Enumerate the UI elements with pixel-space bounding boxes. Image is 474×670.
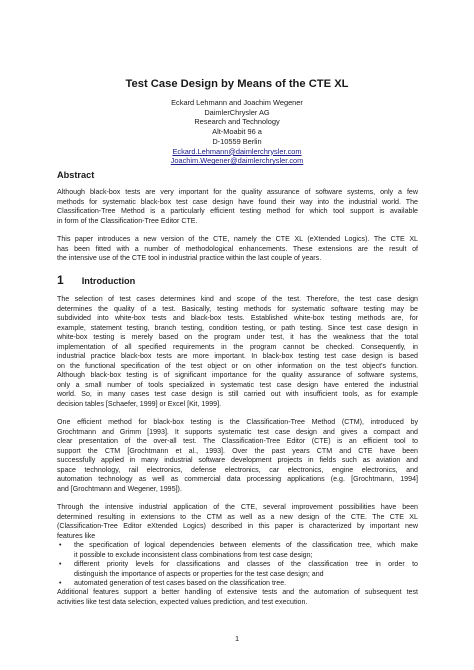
- text-line: distinguish the importance of aspects or properties for the test case design; and: [74, 569, 324, 578]
- text-line: Grochtmann and Grimm [1993]. It supports systematic test case design and gives a compact and: [57, 427, 418, 436]
- text-line: The selection of test cases determines kind and scope of the test. Therefore, the test case design: [57, 295, 418, 303]
- city-address: D-10559 Berlin: [212, 136, 262, 146]
- text-line: it possible to exclude inconsistent class combinations from test case design;: [74, 550, 313, 559]
- author-names: Eckard Lehmann and Joachim Wegener: [171, 98, 303, 107]
- text-line: automation technology as well as commercial data processing applications (e.g. [Grochtmann, 1994]: [57, 475, 418, 483]
- affiliation: DaimlerChrysler AG: [204, 107, 270, 117]
- text-line: different priority levels for classifications and classes of the classification tree in order to: [74, 560, 418, 568]
- text-line: support the CTM [Grochtmann et al., 1993]. Over the past years CTM and CTE have been: [57, 446, 418, 455]
- email-link-wegener[interactable]: Joachim.Wegener@daimlerchrysler.com: [170, 156, 304, 166]
- abstract-paragraph-1: [57, 188, 418, 226]
- department: Research and Technology: [194, 117, 280, 127]
- text-line: only a small number of tools specialized in systematic test case design have entered the industrial: [57, 380, 418, 389]
- text-line: Although black-box testing is of significant importance for the quality assurance of software systems,: [57, 371, 418, 379]
- text-line: implementation of all specified requirements in the program cannot be checked. Consequently, in: [57, 342, 418, 351]
- text-line: Classification-Tree Method is a particularly efficient testing method for which tool support is available: [57, 207, 418, 215]
- introduction-heading: [57, 273, 135, 287]
- section-number: 1: [57, 273, 64, 287]
- list-item: [57, 560, 418, 579]
- bullet-icon: •: [59, 560, 62, 568]
- abstract-heading: Abstract: [57, 170, 95, 180]
- text-line: the specification of logical dependencies between elements of the classification tree, which make: [74, 541, 418, 549]
- text-line: example, statement testing, branch testing, condition testing, or path testing. Since test case design in: [57, 323, 418, 332]
- text-line: Additional features support a better handling of extensive tests and the automation of subsequent test: [57, 588, 418, 596]
- text-line: determines the quality of a test. Basically, testing methods for systematic software testing may be: [57, 304, 418, 313]
- intro-paragraph-4: [57, 588, 418, 607]
- text-line: activities like test data selection, expected values prediction, and test execution.: [57, 597, 308, 606]
- text-line: subdivided into white-box tests and black-box tests. Established white-box testing methods are, for: [57, 314, 418, 322]
- text-line: Through the intensive industrial application of the CTE, several improvement possibilities have been: [57, 503, 418, 511]
- text-line: clear presentation of the over-all test. The Classification-Tree Editor (CTE) is an efficient tool to: [57, 437, 418, 445]
- text-line: (Classification-Tree Editor eXtended Logics) described in this paper is characterized by important new: [57, 522, 418, 530]
- text-line: space technology, rail electronics, defense electronics, car electronics, engine electronics, and: [57, 465, 418, 474]
- page-number: 1: [234, 634, 240, 643]
- bullet-icon: •: [59, 579, 62, 587]
- list-item: [57, 541, 418, 560]
- text-line: has been fitted with a number of methodological enhancements. These extensions are the result of: [57, 244, 418, 253]
- text-line: the intensive use of the CTE tool in industrial practice within the last couple of years.: [57, 254, 322, 262]
- email-link-lehmann[interactable]: Eckard.Lehmann@daimlerchrysler.com: [172, 146, 302, 156]
- text-line: on the functional specification of the test object or on other information on the test object's function.: [57, 361, 418, 370]
- text-line: white-box testing is merely based on the program under test, it has the weakness that the total: [57, 333, 418, 341]
- bullet-icon: •: [59, 541, 62, 549]
- text-line: Although black-box tests are very important for the quality assurance of software systems, only a few: [57, 188, 418, 196]
- street-address: Alt-Moabit 96 a: [212, 127, 262, 137]
- text-line: One efficient method for black-box testing is the Classification-Tree Method (CTM), introduced by: [57, 418, 418, 426]
- author-block: [0, 98, 474, 166]
- intro-paragraph-3: [57, 503, 418, 541]
- section-title: Introduction: [81, 276, 136, 286]
- intro-paragraph-1: [57, 295, 418, 409]
- text-line: and [Grochtmann and Wegener, 1995]).: [57, 484, 182, 493]
- text-line: methods for systematic black-box test case design have found their way into the industrial world. The: [57, 197, 418, 206]
- intro-paragraph-2: [57, 418, 418, 494]
- paper-title: Test Case Design by Means of the CTE XL: [125, 78, 349, 90]
- text-line: industrial practice black-box tests are more important. In black-box testing test case design is based: [57, 352, 418, 360]
- text-line: features like: [57, 531, 96, 540]
- text-line: This paper introduces a new version of the CTE, namely the CTE XL (eXtended Logics). The CTE XL: [57, 235, 418, 243]
- abstract-paragraph-2: [57, 235, 418, 264]
- feature-bullet-list: [57, 541, 418, 589]
- text-line: world. So, in many cases test case design is still carried out with insufficient tools, as for example: [57, 390, 418, 398]
- text-line: in form of the Classification-Tree Editor CTE.: [57, 216, 198, 225]
- text-line: decision tables [Schaefer, 1999] or Excel [Kit, 1999].: [57, 399, 222, 408]
- text-line: automated generation of test cases based on the classification tree.: [74, 579, 287, 587]
- text-line: successfully applied in many industrial software development projects in fields such as aviation and: [57, 456, 418, 464]
- text-line: determined resulting in extensions to the CTM as well as a new design of the CTE. The CTE XL: [57, 512, 418, 521]
